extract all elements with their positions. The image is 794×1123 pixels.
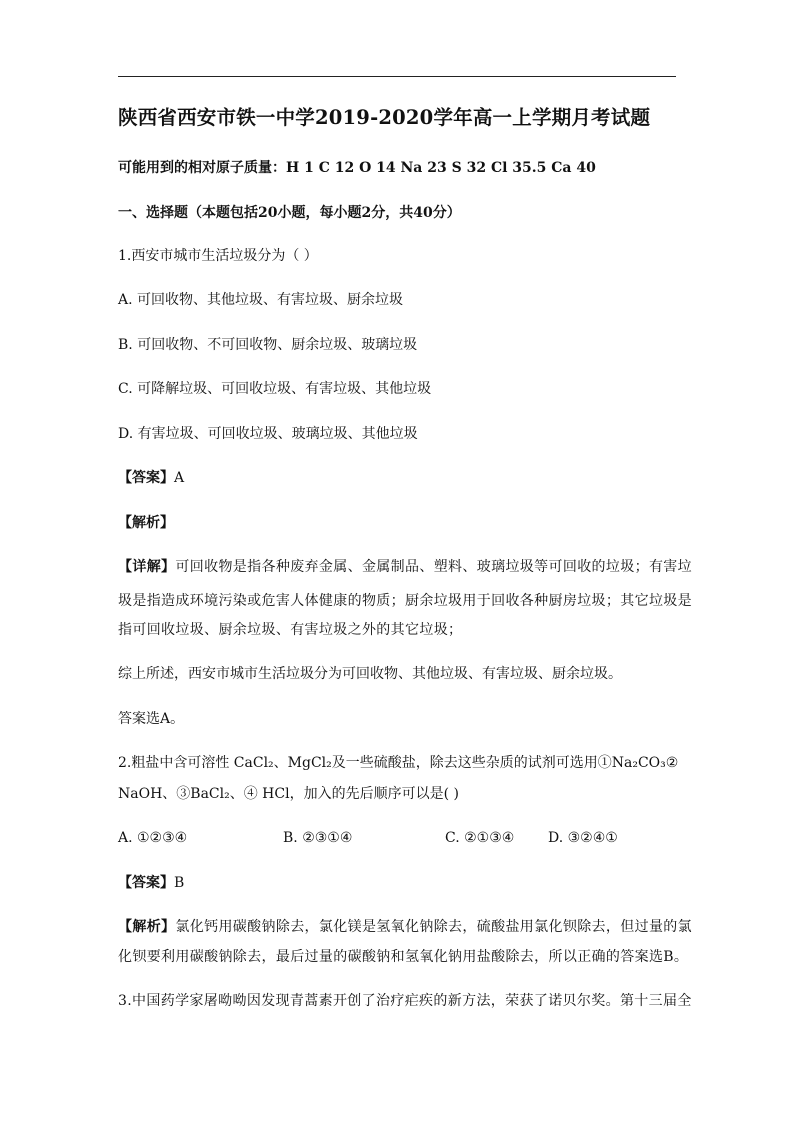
- question-2-option-c: C. ②①③④: [445, 830, 515, 846]
- question-2-option-b: B. ②③①④: [283, 830, 353, 846]
- question-3-stem-line-1: 3.中国药学家屠呦呦因发现青蒿素开创了治疗疟疾的新方法，荣获了诺贝尔奖。第十三届全: [118, 993, 692, 1009]
- question-2-analysis-line-2: 化钡要利用碳酸钠除去，最后过量的碳酸钠和氢氧化钠用盐酸除去，所以正确的答案选B。: [118, 949, 689, 965]
- analysis-label: 【解析】: [118, 919, 176, 935]
- question-1-option-d: D. 有害垃圾、可回收垃圾、玻璃垃圾、其他垃圾: [118, 426, 418, 442]
- atomic-masses: 可能用到的相对原子质量：H 1 C 12 O 14 Na 23 S 32 Cl 35.5 Ca 40: [118, 160, 596, 176]
- answer-label: 【答案】: [118, 470, 174, 486]
- question-1-option-b: B. 可回收物、不可回收物、厨余垃圾、玻璃垃圾: [118, 337, 418, 353]
- question-1-summary: 综上所述，西安市城市生活垃圾分为可回收物、其他垃圾、有害垃圾、厨余垃圾。: [118, 666, 622, 682]
- answer-value: B: [174, 875, 185, 891]
- detail-label: 【详解】: [118, 559, 176, 575]
- analysis-text: 氯化钙用碳酸钠除去，氯化镁是氢氧化钠除去，硫酸盐用氯化钡除去，但过量的氯: [175, 919, 693, 935]
- question-1-analysis-label: 【解析】: [118, 515, 174, 531]
- page-title: 陕西省西安市铁一中学2019-2020学年高一上学期月考试题: [118, 106, 651, 129]
- section-heading: 一、选择题（本题包括20小题，每小题2分，共40分）: [118, 205, 461, 221]
- question-2-option-d: D. ③②④①: [548, 830, 618, 846]
- question-1-option-c: C. 可降解垃圾、可回收垃圾、有害垃圾、其他垃圾: [118, 381, 432, 397]
- answer-label: 【答案】: [118, 875, 174, 891]
- question-1-choose: 答案选A。: [118, 711, 185, 727]
- question-1-detail-line-2: 圾是指造成环境污染或危害人体健康的物质；厨余垃圾用于回收各种厨房垃圾；其它垃圾是: [118, 593, 692, 609]
- question-1-option-a: A. 可回收物、其他垃圾、有害垃圾、厨余垃圾: [118, 292, 404, 308]
- answer-value: A: [174, 470, 185, 486]
- question-1-detail-line-1: [118, 557, 692, 577]
- question-2-stem-line-1: 2.粗盐中含可溶性 CaCl₂、MgCl₂及一些硫酸盐，除去这些杂质的试剂可选用①Na₂CO₃②: [118, 755, 679, 771]
- question-2-answer: [118, 873, 184, 893]
- detail-text: 可回收物是指各种废弃金属、金属制品、塑料、玻璃垃圾等可回收的垃圾；有害垃: [175, 559, 693, 575]
- question-1-stem: 1.西安市城市生活垃圾分为（ ）: [118, 248, 318, 264]
- question-1-answer: [118, 468, 184, 488]
- question-1-detail-line-3: 指可回收垃圾、厨余垃圾、有害垃圾之外的其它垃圾；: [118, 622, 463, 638]
- question-2-option-a: A. ①②③④: [118, 830, 188, 846]
- question-2-analysis-line-1: [118, 917, 692, 937]
- header-rule: [118, 76, 676, 77]
- question-2-stem-line-2: NaOH、③BaCl₂、④ HCl，加入的先后顺序可以是( ): [118, 786, 459, 802]
